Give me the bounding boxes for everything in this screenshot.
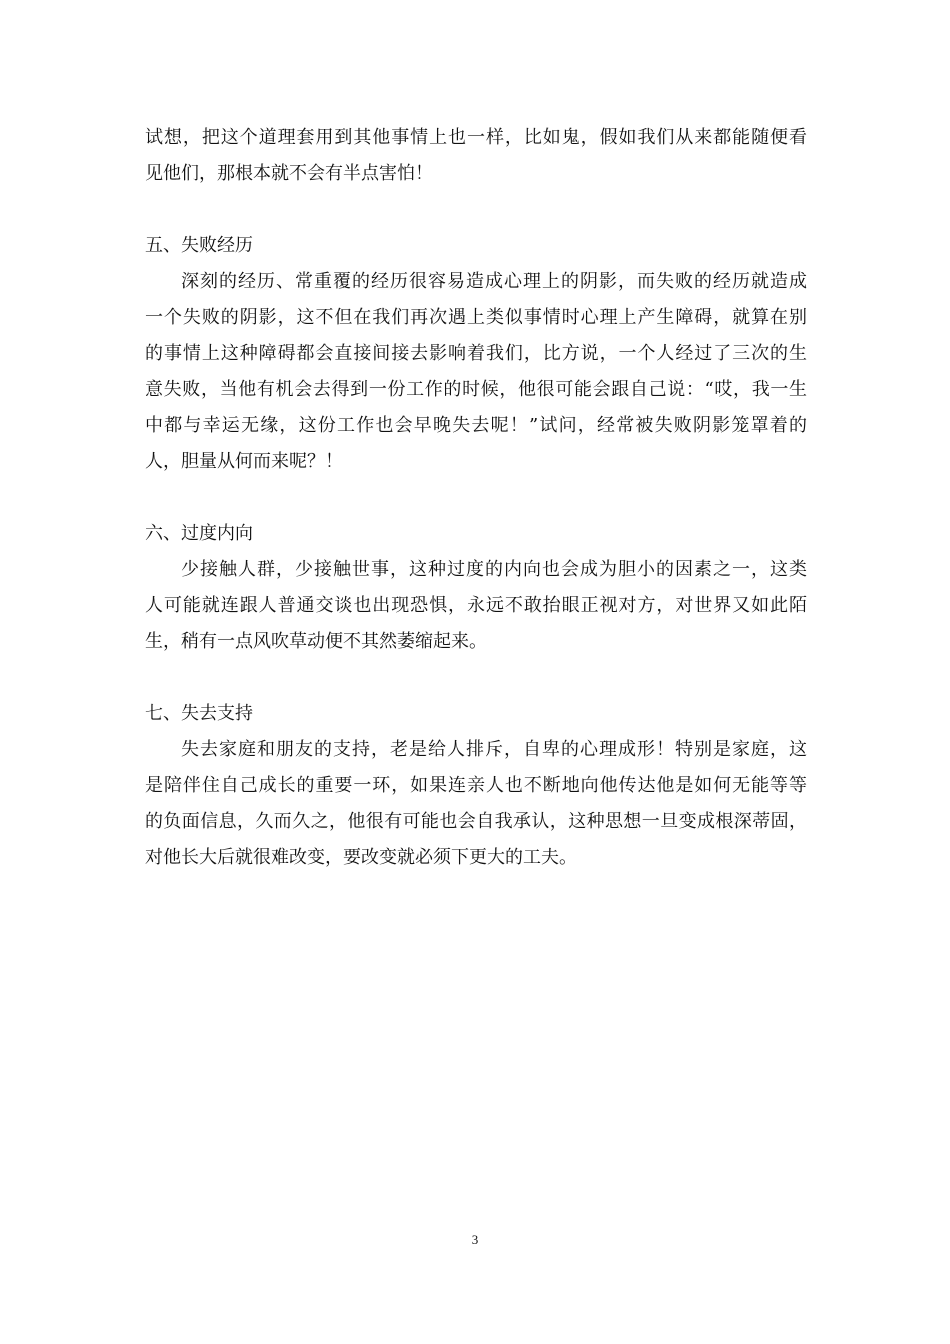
section-heading-loss-of-support: 七、失去支持 bbox=[145, 703, 253, 724]
paragraph-line: 深刻的经历、常重覆的经历很容易造成心理上的阴影，而失败的经历就造成 bbox=[181, 271, 807, 292]
paragraph-line: 中都与幸运无缘，这份工作也会早晚失去呢！”试问，经常被失败阴影笼罩着的 bbox=[145, 415, 807, 436]
paragraph-line: 是陪伴住自己成长的重要一环，如果连亲人也不断地向他传达他是如何无能等等 bbox=[145, 775, 807, 796]
section-heading-failure-experience: 五、失败经历 bbox=[145, 235, 253, 256]
paragraph-line: 对他长大后就很难改变，要改变就必须下更大的工夫。 bbox=[145, 847, 577, 868]
paragraph-line: 一个失败的阴影，这不但在我们再次遇上类似事情时心理上产生障碍，就算在别 bbox=[145, 307, 807, 328]
paragraph-line: 失去家庭和朋友的支持，老是给人排斥，自卑的心理成形！特别是家庭，这 bbox=[181, 739, 807, 760]
paragraph-line: 的负面信息，久而久之，他很有可能也会自我承认，这种思想一旦变成根深蒂固， bbox=[145, 811, 807, 832]
paragraph-line: 人，胆量从何而来呢？！ bbox=[145, 451, 343, 472]
paragraph-line: 意失败，当他有机会去得到一份工作的时候，他很可能会跟自己说：“哎，我一生 bbox=[145, 379, 807, 400]
paragraph-line: 人可能就连跟人普通交谈也出现恐惧，永远不敢抬眼正视对方，对世界又如此陌 bbox=[145, 595, 807, 616]
paragraph-line: 生，稍有一点风吹草动便不其然萎缩起来。 bbox=[145, 631, 487, 652]
paragraph-line: 少接触人群，少接触世事，这种过度的内向也会成为胆小的因素之一，这类 bbox=[181, 559, 807, 580]
page-number: 3 bbox=[471, 1232, 479, 1247]
paragraph-line: 的事情上这种障碍都会直接间接去影响着我们，比方说，一个人经过了三次的生 bbox=[145, 343, 807, 364]
section-heading-introversion: 六、过度内向 bbox=[145, 523, 253, 544]
paragraph-line: 试想，把这个道理套用到其他事情上也一样，比如鬼，假如我们从来都能随便看 bbox=[145, 127, 807, 148]
paragraph-line: 见他们，那根本就不会有半点害怕！ bbox=[145, 163, 433, 184]
